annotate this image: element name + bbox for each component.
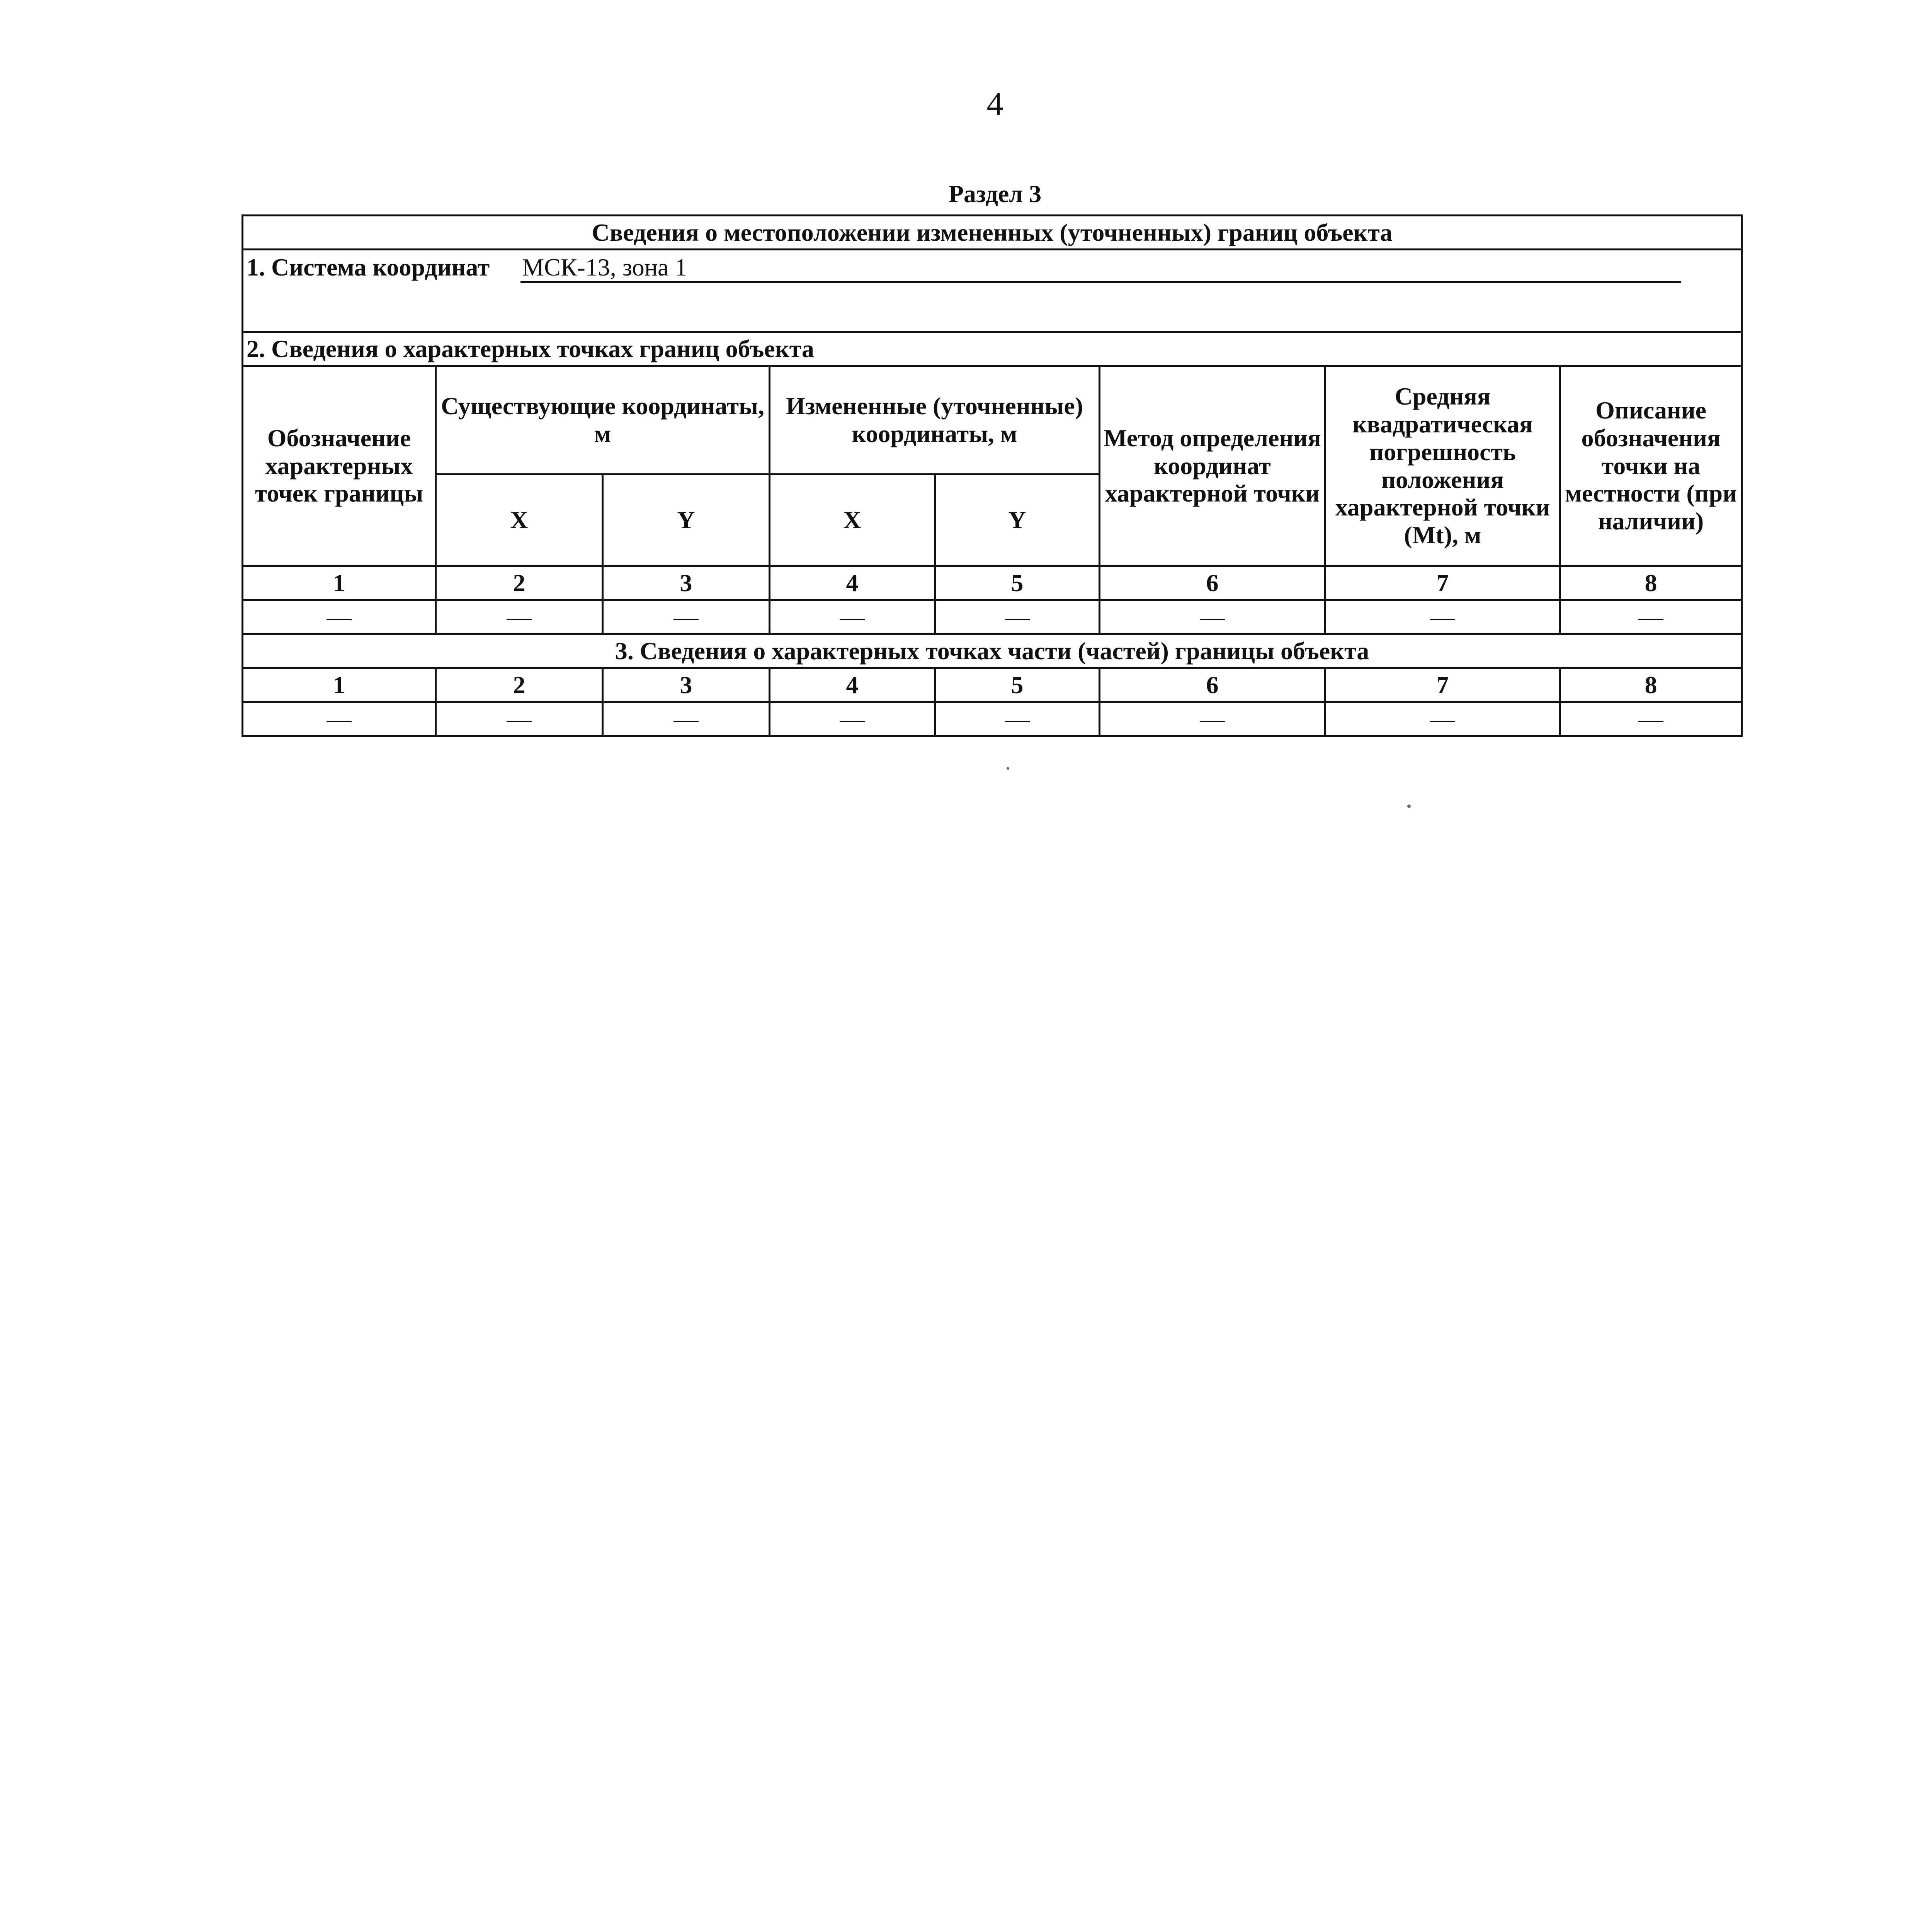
header-point-designation: Обозначение характерных точек границы (243, 366, 436, 566)
column-number: 6 (1100, 668, 1325, 702)
column-number: 8 (1560, 566, 1742, 600)
table-cell: — (436, 600, 603, 634)
table-cell: — (1100, 702, 1325, 736)
table-cell: — (1325, 702, 1560, 736)
header-changed-coords: Измененные (уточненные) координаты, м (770, 366, 1100, 474)
scan-speck (1407, 804, 1411, 808)
table-cell: — (1560, 702, 1742, 736)
header-changed-y: Y (935, 474, 1100, 566)
boundary-table (242, 214, 1743, 737)
scan-speck (1007, 767, 1009, 770)
column-number: 3 (603, 668, 770, 702)
parts-section-title: 3. Сведения о характерных точках части (частей) границы объекта (243, 634, 1742, 668)
table-cell: — (1560, 600, 1742, 634)
header-method: Метод определения координат характерной точки (1100, 366, 1325, 566)
coordinate-system-row (243, 250, 1742, 332)
table-cell: — (243, 600, 436, 634)
table-row (243, 600, 1742, 634)
header-existing-coords: Существующие координаты, м (436, 366, 770, 474)
column-number: 7 (1325, 668, 1560, 702)
page-number: 4 (986, 85, 1003, 122)
column-number: 2 (436, 566, 603, 600)
section-title: Раздел 3 (948, 180, 1042, 207)
column-number: 7 (1325, 566, 1560, 600)
header-existing-x: X (436, 474, 603, 566)
header-mean-square-error: Средняя квадратическая погрешность положения характерной точки (Mt), м (1325, 366, 1560, 566)
column-number: 5 (935, 668, 1100, 702)
header-changed-x: X (770, 474, 935, 566)
column-number: 3 (603, 566, 770, 600)
table-cell: — (935, 600, 1100, 634)
column-number: 4 (770, 566, 935, 600)
points-section-title: 2. Сведения о характерных точках границ объекта (243, 332, 1742, 366)
header-description: Описание обозначения точки на местности (при наличии) (1560, 366, 1742, 566)
column-number: 1 (243, 668, 436, 702)
table-cell: — (770, 702, 935, 736)
table-cell: — (603, 702, 770, 736)
table-cell: — (1325, 600, 1560, 634)
table-cell: — (935, 702, 1100, 736)
coordinate-system-value: МСК-13, зона 1 (520, 253, 1681, 283)
column-number: 2 (436, 668, 603, 702)
table-cell: — (1100, 600, 1325, 634)
header-existing-y: Y (603, 474, 770, 566)
parts-column-number-row (243, 668, 1742, 702)
column-number: 6 (1100, 566, 1325, 600)
table-caption: Сведения о местоположении измененных (уточненных) границ объекта (243, 216, 1742, 250)
column-number: 4 (770, 668, 935, 702)
column-number: 1 (243, 566, 436, 600)
column-number: 8 (1560, 668, 1742, 702)
coordinate-system-label: 1. Система координат (247, 253, 490, 281)
table-cell: — (603, 600, 770, 634)
table-cell: — (770, 600, 935, 634)
table-cell: — (436, 702, 603, 736)
table-row (243, 702, 1742, 736)
table-cell: — (243, 702, 436, 736)
column-number-row (243, 566, 1742, 600)
column-number: 5 (935, 566, 1100, 600)
